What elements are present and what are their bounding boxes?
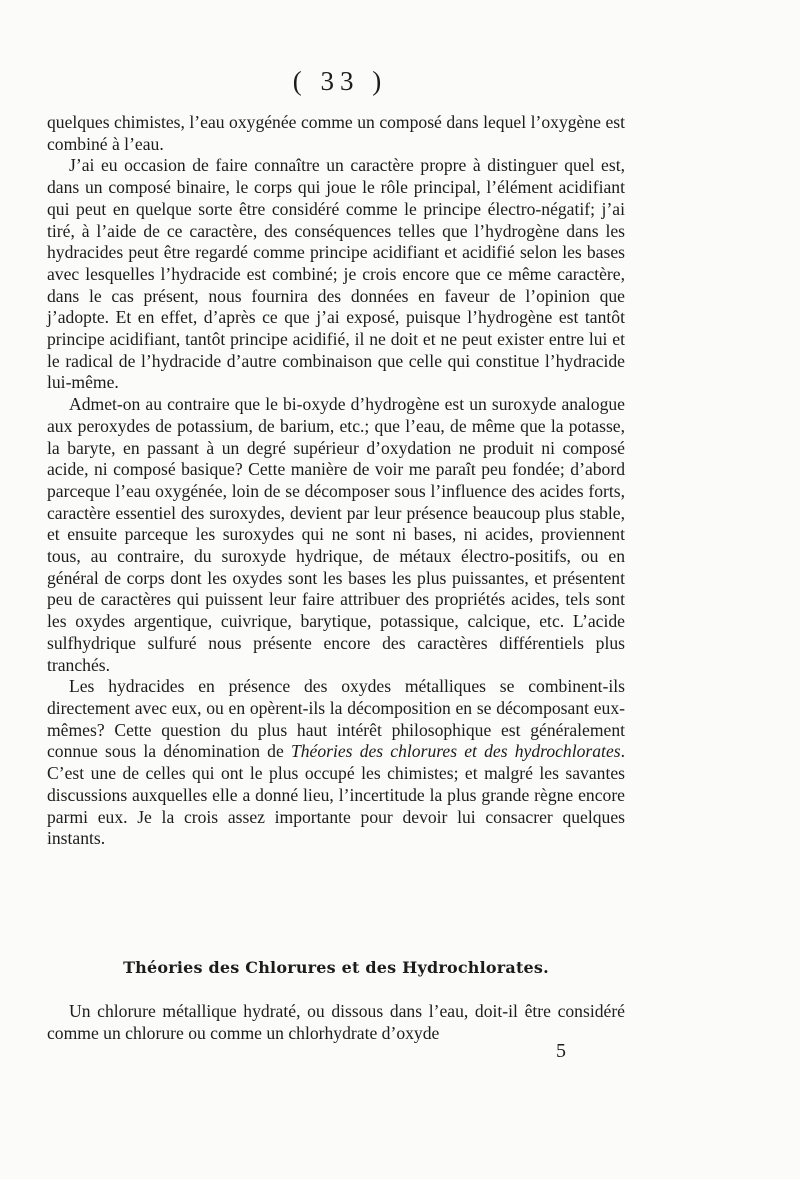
paragraph-continuation: quelques chimistes, l’eau oxygénée comme un composé dans lequel l’oxygène est combiné à l’eau. bbox=[47, 112, 625, 154]
theories-italic: Théories des chlorures et des hydrochlorates bbox=[290, 741, 621, 762]
paragraph-hydracides-end: . C’est une de celles qui ont le plus occupé les chimistes; et malgré les savantes discussions auxquelles elle a donné lieu, l’incertitude la plus grande règne encore parmi eux. Je la crois assez importante pour devoir lui consacrer quelques instants. bbox=[47, 741, 625, 849]
section-heading: Théories des Chlorures et des Hydrochlorates. bbox=[123, 958, 549, 977]
paragraph-hydracides bbox=[47, 676, 625, 850]
signature-mark: 5 bbox=[556, 1040, 566, 1062]
paragraph-hydracides-start: Les hydracides en présence des oxydes métalliques se combinent-ils directement avec eux, ou en opèrent-ils la décomposition en se décomposant eux-mêmes? Cette question du plus haut intérêt philosophique est généralement connue sous la dénomination de bbox=[47, 676, 625, 762]
section-text bbox=[47, 1000, 625, 1044]
paragraph-chlorure: Un chlorure métallique hydraté, ou dissous dans l’eau, doit-il être considéré comme un chlorure ou comme un chlorhydrate d’oxyde bbox=[47, 1001, 625, 1043]
page-number: ( 33 ) bbox=[292, 66, 388, 96]
paragraph-caractere: J’ai eu occasion de faire connaître un caractère propre à distinguer quel est, dans un composé binaire, le corps qui joue le rôle principal, l’élément acidifiant qui peut en quelque sorte être considéré comme le principe électro-négatif; j’ai tiré, à l’aide de ce caractère, des conséquences telles que l’hydrogène dans les hydracides peut être regardé comme principe acidifiant et acidifié selon les bases avec lesquelles l’hydracide est combiné; je crois encore que ce même caractère, dans le cas présent, nous fournira des données en faveur de l’opinion que j’adopte. Et en effet, d’après ce que j’ai exposé, puisque l’hydrogène est tantôt principe acidifiant, tantôt principe acidifié, il ne doit et ne peut exister entre lui et le radical de l’hydracide d’autre combinaison que celle qui constitue l’hydracide lui-même. bbox=[47, 155, 625, 393]
main-text bbox=[47, 112, 625, 850]
paragraph-suroxyde: Admet-on au contraire que le bi-oxyde d’hydrogène est un suroxyde analogue aux peroxydes de potassium, de barium, etc.; que l’eau, de même que la potasse, la baryte, en passant à un degré supérieur d’oxydation ne produit ni composé acide, ni composé basique? Cette manière de voir me paraît peu fondée; d’abord parceque l’eau oxygénée, loin de se décomposer sous l’influence des acides forts, caractère essentiel des suroxydes, devient par leur présence beaucoup plus stable, et ensuite parceque les suroxydes qui ne sont ni bases, ni acides, proviennent tous, au contraire, du suroxyde hydrique, de métaux électro-positifs, ou en général de corps dont les oxydes sont les bases les plus puissantes, et présentent peu de caractères qui puissent leur faire attribuer des propriétés acides, tels sont les oxydes argentique, cuivrique, barytique, potassique, calcique, etc. L’acide sulfhydrique sulfuré nous présente encore des caractères différentiels plus tranchés. bbox=[47, 394, 625, 675]
